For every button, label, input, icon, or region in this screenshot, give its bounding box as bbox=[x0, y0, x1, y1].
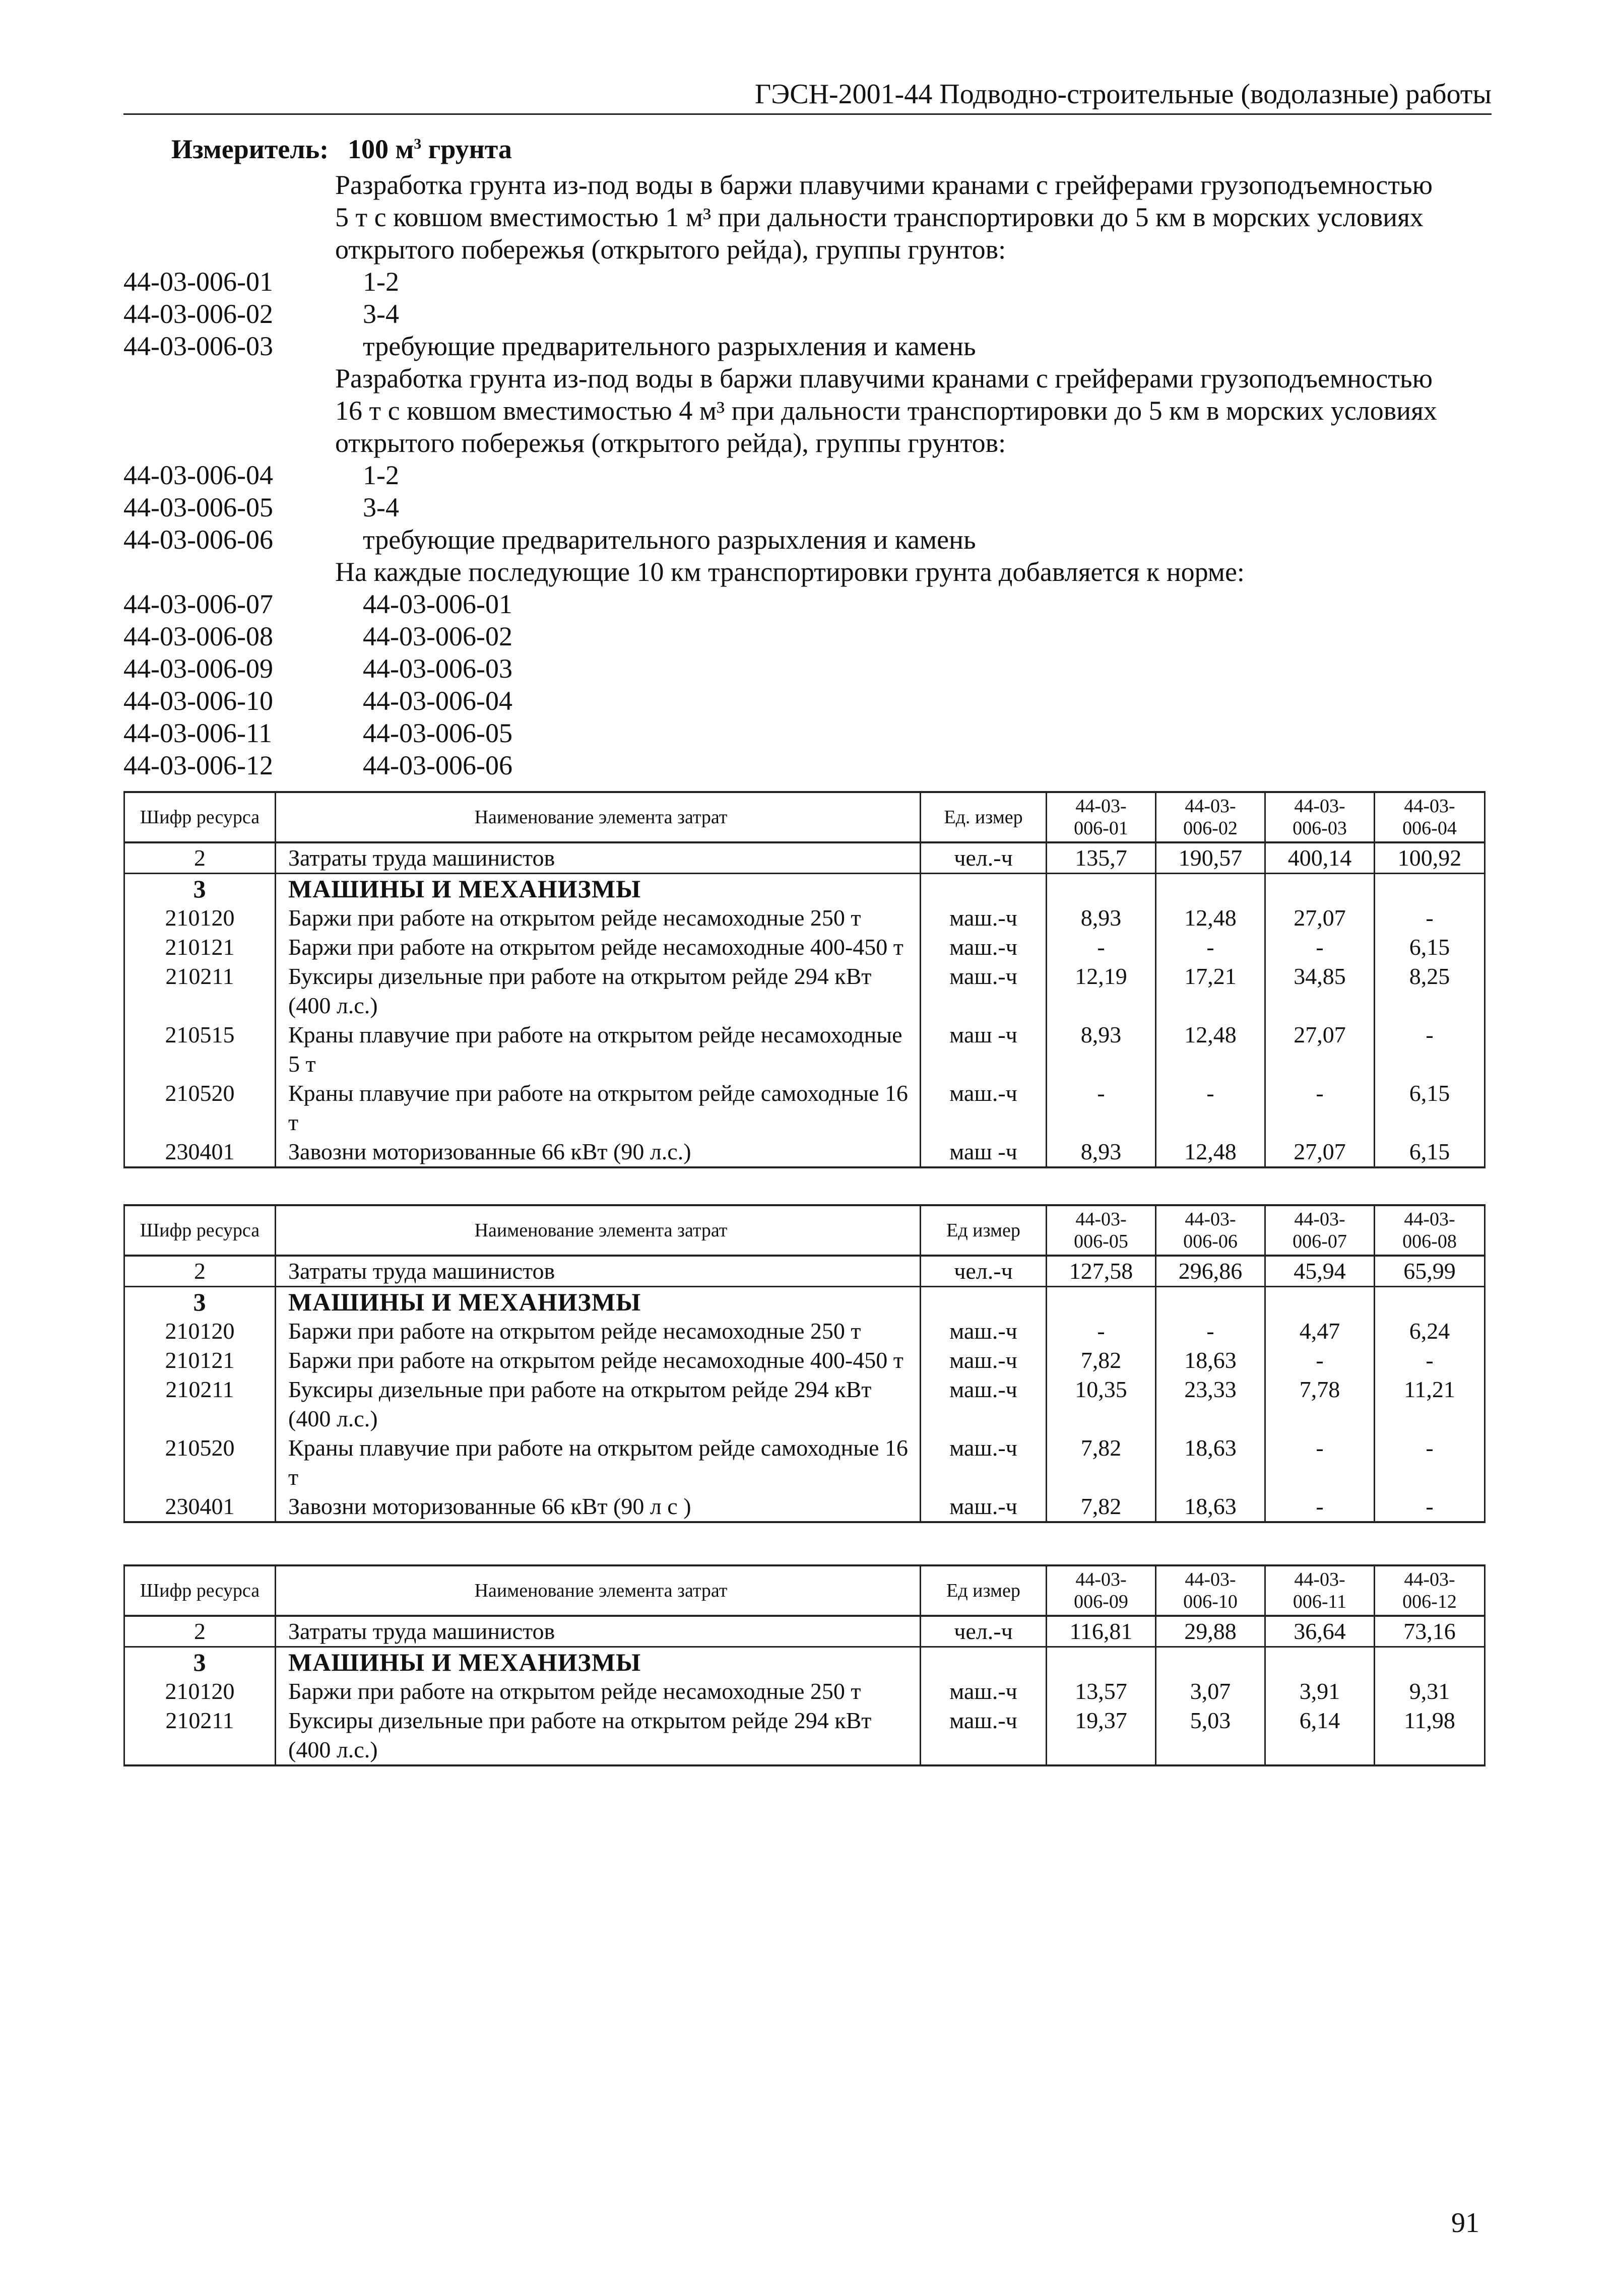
table-row bbox=[124, 1492, 1485, 1522]
resource-code-cell: 230401 bbox=[124, 1492, 276, 1522]
spec-code: 44-03-006-10 bbox=[123, 686, 273, 716]
resource-code-cell: 2 bbox=[124, 1616, 276, 1647]
resource-name-cell: Краны плавучие при работе на открытом рейде несамоходные 5 т bbox=[276, 1020, 921, 1079]
value-cell: 12,19 bbox=[1047, 962, 1156, 1020]
unit-cell: маш.-ч bbox=[921, 1706, 1047, 1765]
table-row bbox=[124, 933, 1485, 962]
unit-cell bbox=[921, 874, 1047, 904]
spec-code: 44-03-006-02 bbox=[123, 299, 273, 329]
spec-text: 44-03-006-03 bbox=[363, 653, 512, 684]
value-cell bbox=[1156, 874, 1265, 904]
spec-text: требующие предварительного разрыхления и камень bbox=[363, 524, 976, 555]
resource-name-cell: Краны плавучие при работе на открытом рейде самоходные 16 т bbox=[276, 1433, 921, 1492]
resource-name-cell: Баржи при работе на открытом рейде несамоходные 400-450 т bbox=[276, 933, 921, 962]
spec-text: 44-03-006-04 bbox=[363, 686, 512, 716]
resource-name-cell: МАШИНЫ И МЕХАНИЗМЫ bbox=[276, 1287, 921, 1317]
spec-description-line: открытого побережья (открытого рейда), группы грунтов: bbox=[335, 234, 1006, 265]
resource-code-cell: 230401 bbox=[124, 1137, 276, 1167]
resource-name-cell: Краны плавучие при работе на открытом рейде самоходные 16 т bbox=[276, 1079, 921, 1137]
resource-name-cell: МАШИНЫ И МЕХАНИЗМЫ bbox=[276, 1647, 921, 1677]
spec-code: 44-03-006-06 bbox=[123, 524, 273, 555]
table-header-cell: 44-03- 006-04 bbox=[1375, 792, 1485, 842]
table-row bbox=[124, 1317, 1485, 1346]
unit-cell: маш.-ч bbox=[921, 1433, 1047, 1492]
resource-code-cell: 210520 bbox=[124, 1433, 276, 1492]
table-header-cell: 44-03- 006-03 bbox=[1265, 792, 1375, 842]
resource-code-cell: 210120 bbox=[124, 903, 276, 933]
value-cell: 10,35 bbox=[1047, 1375, 1156, 1433]
spec-item bbox=[123, 588, 1494, 620]
unit-cell: маш.-ч bbox=[921, 962, 1047, 1020]
value-cell: 18,63 bbox=[1156, 1492, 1265, 1522]
table-row bbox=[124, 1137, 1485, 1167]
spec-text: 1-2 bbox=[363, 460, 399, 490]
unit-cell bbox=[921, 1647, 1047, 1677]
unit-cell: чел.-ч bbox=[921, 842, 1047, 874]
value-cell: 135,7 bbox=[1047, 842, 1156, 874]
spec-item bbox=[123, 717, 1494, 749]
resource-code-cell: 2 bbox=[124, 842, 276, 874]
spec-item bbox=[123, 266, 1494, 298]
value-cell: 6,24 bbox=[1375, 1317, 1485, 1346]
value-cell: 6,15 bbox=[1375, 1079, 1485, 1137]
value-cell: 4,47 bbox=[1265, 1317, 1375, 1346]
resource-table bbox=[123, 1564, 1486, 1766]
table-header-cell: 44-03- 006-01 bbox=[1047, 792, 1156, 842]
value-cell: 12,48 bbox=[1156, 903, 1265, 933]
value-cell: 6,15 bbox=[1375, 933, 1485, 962]
value-cell: - bbox=[1265, 1433, 1375, 1492]
resource-name-cell: Буксиры дизельные при работе на открытом рейде 294 кВт (400 л.с.) bbox=[276, 962, 921, 1020]
resource-code-cell: 2 bbox=[124, 1256, 276, 1287]
value-cell bbox=[1156, 1287, 1265, 1317]
spec-code: 44-03-006-01 bbox=[123, 267, 273, 297]
spec-item bbox=[123, 491, 1494, 523]
table-header-cell: 44-03- 006-10 bbox=[1156, 1565, 1265, 1616]
value-cell: 100,92 bbox=[1375, 842, 1485, 874]
table-header-cell: Наименование элемента затрат bbox=[276, 792, 921, 842]
table-header-cell: 44-03- 006-06 bbox=[1156, 1205, 1265, 1256]
value-cell: 8,93 bbox=[1047, 1020, 1156, 1079]
unit-cell: маш.-ч bbox=[921, 1079, 1047, 1137]
spec-item bbox=[123, 523, 1494, 556]
table-row bbox=[124, 1647, 1485, 1677]
table-header-cell: Шифр ресурса bbox=[124, 1205, 276, 1256]
table-header-cell: 44-03- 006-11 bbox=[1265, 1565, 1375, 1616]
resource-code-cell: 210211 bbox=[124, 962, 276, 1020]
spec-description-line: 5 т с ковшом вместимостью 1 м³ при дальности транспортировки до 5 км в морских условиях bbox=[335, 202, 1424, 232]
table-header-cell: Ед измер bbox=[921, 1565, 1047, 1616]
value-cell: 400,14 bbox=[1265, 842, 1375, 874]
value-cell: 18,63 bbox=[1156, 1433, 1265, 1492]
value-cell: 296,86 bbox=[1156, 1256, 1265, 1287]
resource-code-cell: 210120 bbox=[124, 1677, 276, 1706]
document-title: ГЭСН-2001-44 Подводно-строительные (водолазные) работы bbox=[754, 79, 1492, 110]
unit-cell: чел.-ч bbox=[921, 1256, 1047, 1287]
value-cell: - bbox=[1265, 1079, 1375, 1137]
spec-code: 44-03-006-08 bbox=[123, 621, 273, 651]
unit-cell: маш.-ч bbox=[921, 1346, 1047, 1375]
resource-code-cell: 210120 bbox=[124, 1317, 276, 1346]
table-header-cell: 44-03- 006-05 bbox=[1047, 1205, 1156, 1256]
value-cell: 73,16 bbox=[1375, 1616, 1485, 1647]
value-cell: - bbox=[1265, 1492, 1375, 1522]
resource-code-cell: 210121 bbox=[124, 1346, 276, 1375]
unit-cell: чел.-ч bbox=[921, 1616, 1047, 1647]
value-cell: 116,81 bbox=[1047, 1616, 1156, 1647]
table-row bbox=[124, 1677, 1485, 1706]
value-cell bbox=[1047, 1647, 1156, 1677]
table-row bbox=[124, 1346, 1485, 1375]
resource-code-cell: 210515 bbox=[124, 1020, 276, 1079]
spec-code: 44-03-006-05 bbox=[123, 492, 273, 522]
value-cell: 11,21 bbox=[1375, 1375, 1485, 1433]
spec-code: 44-03-006-03 bbox=[123, 331, 273, 361]
value-cell: - bbox=[1156, 1317, 1265, 1346]
value-cell: 27,07 bbox=[1265, 903, 1375, 933]
spec-item bbox=[123, 685, 1494, 717]
spec-code: 44-03-006-04 bbox=[123, 460, 273, 490]
resource-name-cell: Завозни моторизованные 66 кВт (90 л с ) bbox=[276, 1492, 921, 1522]
table-header-row bbox=[124, 1205, 1485, 1256]
table-row bbox=[124, 1616, 1485, 1647]
value-cell bbox=[1047, 1287, 1156, 1317]
spec-text: 3-4 bbox=[363, 299, 399, 329]
spec-code: 44-03-006-12 bbox=[123, 750, 273, 780]
unit-cell: маш.-ч bbox=[921, 903, 1047, 933]
table-row bbox=[124, 1433, 1485, 1492]
resource-name-cell: Буксиры дизельные при работе на открытом рейде 294 кВт (400 л.с.) bbox=[276, 1375, 921, 1433]
table-header-cell: Ед. измер bbox=[921, 792, 1047, 842]
value-cell: 9,31 bbox=[1375, 1677, 1485, 1706]
resource-code-cell: 3 bbox=[124, 874, 276, 904]
resource-code-cell: 210211 bbox=[124, 1375, 276, 1433]
value-cell: 3,07 bbox=[1156, 1677, 1265, 1706]
value-cell: 7,82 bbox=[1047, 1492, 1156, 1522]
value-cell: 11,98 bbox=[1375, 1706, 1485, 1765]
value-cell: 27,07 bbox=[1265, 1137, 1375, 1167]
measure-value: 100 $м^3$ грунта bbox=[348, 134, 512, 164]
unit-cell: маш.-ч bbox=[921, 1375, 1047, 1433]
value-cell: 7,82 bbox=[1047, 1433, 1156, 1492]
resource-code-cell: 210520 bbox=[124, 1079, 276, 1137]
value-cell: 12,48 bbox=[1156, 1137, 1265, 1167]
value-cell: 17,21 bbox=[1156, 962, 1265, 1020]
table-row bbox=[124, 1287, 1485, 1317]
table-header-cell: 44-03- 006-12 bbox=[1375, 1565, 1485, 1616]
value-cell: - bbox=[1047, 1317, 1156, 1346]
table-header-cell: Наименование элемента затрат bbox=[276, 1565, 921, 1616]
value-cell: 29,88 bbox=[1156, 1616, 1265, 1647]
value-cell: 190,57 bbox=[1156, 842, 1265, 874]
value-cell: 36,64 bbox=[1265, 1616, 1375, 1647]
value-cell bbox=[1156, 1647, 1265, 1677]
unit-cell: маш -ч bbox=[921, 1020, 1047, 1079]
spec-code: 44-03-006-11 bbox=[123, 718, 272, 748]
table-header-cell: 44-03- 006-02 bbox=[1156, 792, 1265, 842]
value-cell bbox=[1265, 1287, 1375, 1317]
spec-item bbox=[123, 749, 1494, 781]
value-cell: - bbox=[1375, 1346, 1485, 1375]
spec-description-line: На каждые последующие 10 км транспортировки грунта добавляется к норме: bbox=[335, 557, 1245, 587]
value-cell: 12,48 bbox=[1156, 1020, 1265, 1079]
resource-code-cell: 3 bbox=[124, 1647, 276, 1677]
table-row bbox=[124, 903, 1485, 933]
resource-table bbox=[123, 791, 1486, 1168]
value-cell: 19,37 bbox=[1047, 1706, 1156, 1765]
unit-cell bbox=[921, 1287, 1047, 1317]
value-cell: 18,63 bbox=[1156, 1346, 1265, 1375]
unit-cell: маш.-ч bbox=[921, 933, 1047, 962]
spec-item bbox=[123, 652, 1494, 685]
value-cell: - bbox=[1047, 933, 1156, 962]
resource-name-cell: МАШИНЫ И МЕХАНИЗМЫ bbox=[276, 874, 921, 904]
spec-text: 44-03-006-05 bbox=[363, 718, 512, 748]
resource-code-cell: 210211 bbox=[124, 1706, 276, 1765]
unit-cell: маш.-ч bbox=[921, 1317, 1047, 1346]
value-cell: 8,25 bbox=[1375, 962, 1485, 1020]
spec-item bbox=[123, 620, 1494, 652]
unit-cell: маш.-ч bbox=[921, 1492, 1047, 1522]
table-header-row bbox=[124, 1565, 1485, 1616]
value-cell: - bbox=[1265, 933, 1375, 962]
value-cell: 8,93 bbox=[1047, 903, 1156, 933]
value-cell: 127,58 bbox=[1047, 1256, 1156, 1287]
spec-item bbox=[123, 459, 1494, 491]
spec-code: 44-03-006-07 bbox=[123, 589, 273, 619]
resource-name-cell: Затраты труда машинистов bbox=[276, 842, 921, 874]
value-cell: 34,85 bbox=[1265, 962, 1375, 1020]
table-row bbox=[124, 1375, 1485, 1433]
value-cell: - bbox=[1375, 1433, 1485, 1492]
table-header-cell: Шифр ресурса bbox=[124, 1565, 276, 1616]
spec-text: 44-03-006-06 bbox=[363, 750, 512, 780]
value-cell: 6,15 bbox=[1375, 1137, 1485, 1167]
value-cell: 6,14 bbox=[1265, 1706, 1375, 1765]
spec-item bbox=[123, 330, 1494, 362]
value-cell bbox=[1047, 874, 1156, 904]
resource-name-cell: Баржи при работе на открытом рейде несамоходные 400-450 т bbox=[276, 1346, 921, 1375]
value-cell bbox=[1375, 1647, 1485, 1677]
table-row bbox=[124, 874, 1485, 904]
table-row bbox=[124, 1079, 1485, 1137]
page-number: 91 bbox=[1451, 2207, 1479, 2239]
resource-name-cell: Затраты труда машинистов bbox=[276, 1256, 921, 1287]
spec-description-line: Разработка грунта из-под воды в баржи плавучими кранами с грейферами грузоподъемностью bbox=[335, 363, 1433, 393]
value-cell: 13,57 bbox=[1047, 1677, 1156, 1706]
spec-text: 44-03-006-02 bbox=[363, 621, 512, 651]
resource-name-cell: Баржи при работе на открытом рейде несамоходные 250 т bbox=[276, 903, 921, 933]
table-header-cell: Наименование элемента затрат bbox=[276, 1205, 921, 1256]
table-header-row bbox=[124, 792, 1485, 842]
spec-description-line: 16 т с ковшом вместимостью 4 м³ при дальности транспортировки до 5 км в морских условиях bbox=[335, 396, 1437, 426]
value-cell bbox=[1375, 1287, 1485, 1317]
table-row bbox=[124, 1256, 1485, 1287]
resource-table bbox=[123, 1204, 1486, 1523]
table-header-cell: 44-03- 006-08 bbox=[1375, 1205, 1485, 1256]
spec-list bbox=[123, 169, 1494, 781]
spec-text: 44-03-006-01 bbox=[363, 589, 512, 619]
spec-code: 44-03-006-09 bbox=[123, 653, 273, 684]
value-cell bbox=[1265, 874, 1375, 904]
resource-name-cell: Баржи при работе на открытом рейде несамоходные 250 т bbox=[276, 1677, 921, 1706]
measure-line bbox=[171, 134, 512, 165]
value-cell: 23,33 bbox=[1156, 1375, 1265, 1433]
resource-code-cell: 3 bbox=[124, 1287, 276, 1317]
spec-text: 3-4 bbox=[363, 492, 399, 522]
value-cell: - bbox=[1156, 1079, 1265, 1137]
table-header-cell: 44-03- 006-09 bbox=[1047, 1565, 1156, 1616]
value-cell: 7,78 bbox=[1265, 1375, 1375, 1433]
spec-text: требующие предварительного разрыхления и камень bbox=[363, 331, 976, 361]
spec-description-line: открытого побережья (открытого рейда), группы грунтов: bbox=[335, 428, 1006, 458]
table-header-cell: Ед измер bbox=[921, 1205, 1047, 1256]
value-cell: - bbox=[1375, 903, 1485, 933]
measure-label: Измеритель: bbox=[171, 134, 329, 164]
table-row bbox=[124, 842, 1485, 874]
value-cell: 7,82 bbox=[1047, 1346, 1156, 1375]
value-cell: - bbox=[1375, 1020, 1485, 1079]
resource-name-cell: Баржи при работе на открытом рейде несамоходные 250 т bbox=[276, 1317, 921, 1346]
value-cell: - bbox=[1156, 933, 1265, 962]
value-cell: 5,03 bbox=[1156, 1706, 1265, 1765]
table-row bbox=[124, 1706, 1485, 1765]
value-cell: 65,99 bbox=[1375, 1256, 1485, 1287]
resource-name-cell: Завозни моторизованные 66 кВт (90 л.с.) bbox=[276, 1137, 921, 1167]
value-cell bbox=[1375, 874, 1485, 904]
value-cell: - bbox=[1375, 1492, 1485, 1522]
value-cell: 8,93 bbox=[1047, 1137, 1156, 1167]
value-cell: - bbox=[1265, 1346, 1375, 1375]
table-row bbox=[124, 1020, 1485, 1079]
spec-text: 1-2 bbox=[363, 267, 399, 297]
value-cell bbox=[1265, 1647, 1375, 1677]
spec-item bbox=[123, 298, 1494, 330]
table-header-cell: Шифр ресурса bbox=[124, 792, 276, 842]
resource-code-cell: 210121 bbox=[124, 933, 276, 962]
value-cell: 45,94 bbox=[1265, 1256, 1375, 1287]
value-cell: 3,91 bbox=[1265, 1677, 1375, 1706]
value-cell: 27,07 bbox=[1265, 1020, 1375, 1079]
page-header bbox=[123, 78, 1492, 115]
unit-cell: маш.-ч bbox=[921, 1677, 1047, 1706]
table-row bbox=[124, 962, 1485, 1020]
spec-description-line: Разработка грунта из-под воды в баржи плавучими кранами с грейферами грузоподъемностью bbox=[335, 170, 1433, 200]
resource-name-cell: Затраты труда машинистов bbox=[276, 1616, 921, 1647]
resource-name-cell: Буксиры дизельные при работе на открытом рейде 294 кВт (400 л.с.) bbox=[276, 1706, 921, 1765]
value-cell: - bbox=[1047, 1079, 1156, 1137]
table-header-cell: 44-03- 006-07 bbox=[1265, 1205, 1375, 1256]
unit-cell: маш -ч bbox=[921, 1137, 1047, 1167]
